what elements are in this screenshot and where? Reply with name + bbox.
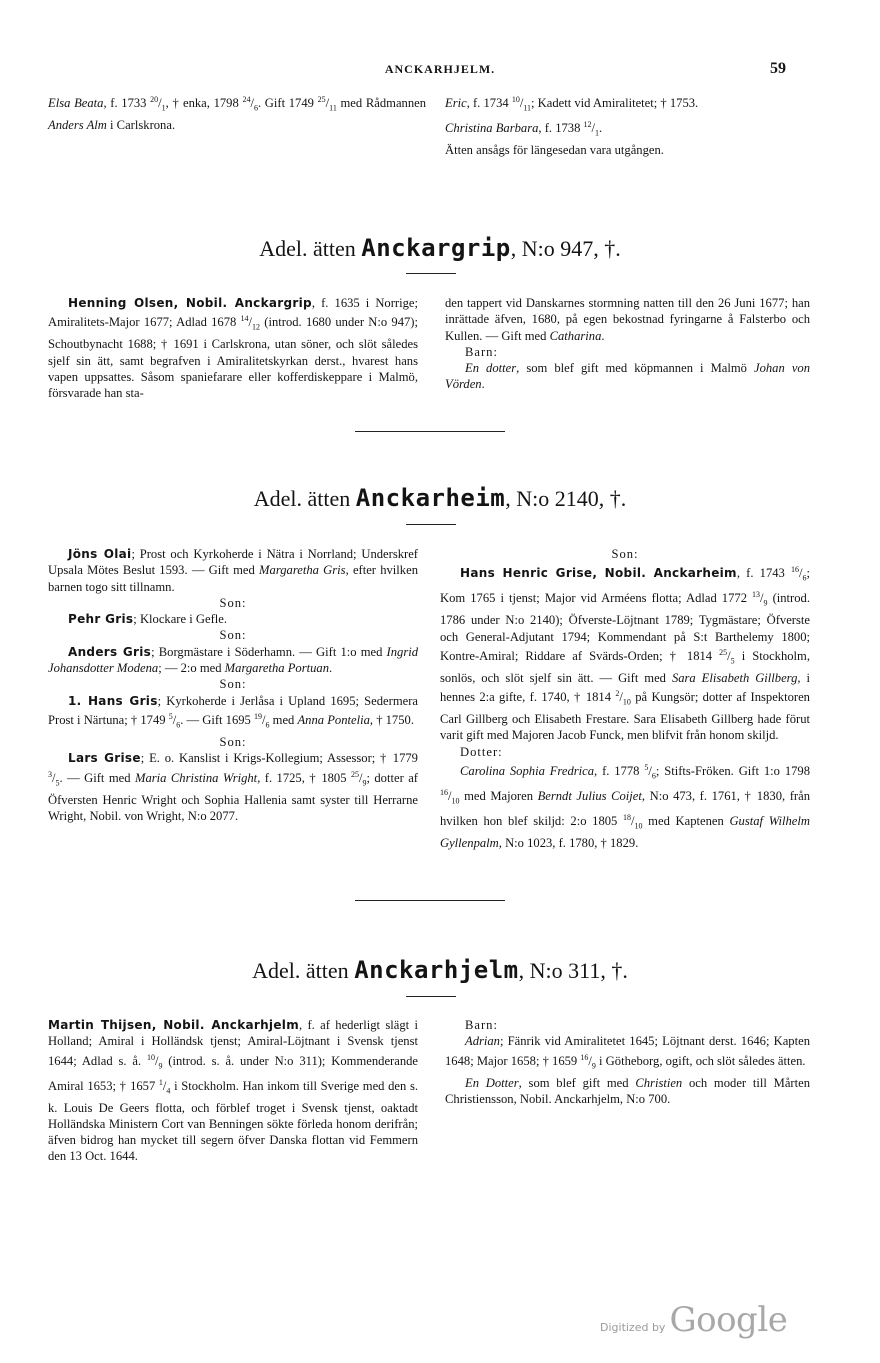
italic-text: Elsa Beata [48,96,104,111]
digitized-by-label: Digitized by [600,1321,666,1334]
heading-suffix: , N:o 311, †. [518,958,628,983]
italic-text: Maria Christina Wright [134,770,258,785]
text: , som blef gift med [518,1075,636,1090]
text: , † 1750. [369,713,414,728]
text: Barn: [465,1018,498,1032]
google-watermark [600,1300,787,1340]
text: . [329,661,333,676]
italic-text: Margaretha Portuan [224,661,330,676]
running-header-title: ANCKARHJELM. [384,62,496,76]
italic-text: Carolina Sophia Fredrica [460,764,595,779]
italic-text: Ingrid Johansdotter Modena [48,644,419,676]
date-fraction: $^{16}/_9$ [580,1052,596,1071]
text: ; — 2:o med [158,661,225,676]
text: den tappert vid Danskarnes stormning natten till den 26 Juni 1677; han inrättade äfven, 1680, på egen bekostnad fyringarne å Falsterbo och Kullen. — Gift med [445,296,810,343]
text: Son: [219,595,247,610]
paragraph [445,1075,810,1108]
text: i Stockholm, sonlös, och slöt sjelf sin ätt. — Gift med [440,649,810,685]
anckargrip-left-column [48,295,418,401]
text: (introd. 1680 under N:o 947); Schoutbynacht 1688; † 1691 i Carlskrona, utan söner, och slöt således sjelf sin ätt, samt begrafven i Amiralitetskyrkan derst., hvarest hans vapen uppsattes. Såsom spaniefarare eller kofferdiskeppare i Malmö, försvarade han sta- [48,315,418,401]
family-name: Anckargrip [361,234,511,262]
paragraph [445,117,810,142]
text: Son: [219,734,247,749]
person-name: Martin Thijsen, Nobil. Anckarhjelm [48,1018,299,1032]
italic-text: En Dotter [465,1075,519,1090]
divider [406,996,456,997]
date-fraction: $^{25}/_9$ [350,769,367,788]
paragraph [48,627,418,643]
text: . Gift 1749 [257,96,318,111]
text: Son: [219,628,247,643]
paragraph [48,750,418,824]
text: Barn: [465,344,498,359]
italic-text: Johan von Vörden [445,361,811,392]
italic-text: Berndt Julius Coijet [537,789,642,804]
text: . [481,377,485,392]
divider [406,524,456,525]
family-name: Anckarhjelm [354,956,519,984]
italic-text: Gustaf Wilhelm Gyllenpalm [440,814,810,851]
anckarhjelm-right-column [445,1017,810,1107]
text: ; Klockare i Gefle. [133,612,228,627]
google-logo: Google [669,1300,788,1340]
paragraph [48,92,426,133]
italic-text: Christina Barbara [445,121,539,136]
heading-suffix: , N:o 947, †. [510,236,621,261]
text: . [601,328,605,343]
text: , efter hvilken barnen togo sitt tillnamn. [48,563,418,594]
text: ; E. o. Kanslist i Krigs-Kollegium; Assessor; † 1779 [140,751,418,766]
date-fraction: $^{12}/_1$ [583,120,600,138]
heading-prefix: Adel. ätten [259,236,362,261]
text: Son: [611,547,639,561]
paragraph [445,142,810,158]
italic-text: Adrian [465,1034,500,1049]
person-name: Pehr Gris [68,612,134,627]
italic-text: Sara Elisabeth Gillberg [671,670,798,685]
text: , † enka, 1798 [165,96,243,111]
text: , f. 1743 [736,566,792,581]
paragraph [440,760,810,851]
date-fraction: $^{24}/_6$ [242,95,258,113]
text: ; dotter af Öfversten Henric Wright och Sophia Hallenia samt syster till Herrarne Wright, Nobil. von Wright, N:o 2077. [48,770,418,823]
italic-text: Eric [445,96,467,111]
date-fraction: $^{19}/_6$ [254,711,270,730]
text: ; Kadett vid Amiralitetet; † 1753. [531,96,699,111]
text: , f. 1725, † 1805 [257,770,351,785]
text: Son: [219,677,247,692]
date-fraction: $^{25}/_5$ [719,647,735,666]
text: , f. af hederligt slägt i Holland; Amiral i Holländsk tjenst; Amiral-Löjtnant i Svensk tjenst 1644; Adlad s. å. [48,1018,418,1068]
text: (introd. s. å. under N:o 311); Kommenderande Amiral 1653; † 1657 [48,1053,419,1093]
heading-prefix: Adel. ätten [252,958,355,983]
section-divider [355,900,505,901]
paragraph [445,1033,810,1074]
text: , f. 1733 [103,96,151,111]
paragraph [48,546,418,595]
paragraph [440,562,810,743]
text: , som blef gift med köpmannen i Malmö [516,361,754,376]
date-fraction: $^{16}/_{10}$ [440,788,460,806]
paragraph [440,744,810,760]
text: Dotter: [460,744,503,759]
italic-text: Christien [635,1075,683,1090]
italic-text: Anna Pontelia [297,713,370,728]
anckarheim-left-column [48,546,418,824]
heading-prefix: Adel. ätten [253,486,356,511]
paragraph [445,344,810,360]
date-fraction: $^{20}/_1$ [150,95,166,113]
date-fraction: $^{14}/_{12}$ [240,314,261,332]
paragraph [445,1017,810,1033]
person-name: Lars Grise [68,751,141,766]
date-fraction: $^1/_4$ [158,1077,171,1096]
text: ; Kom 1765 i tjenst; Major vid Arméens flotta; Adlad 1772 [440,566,811,606]
italic-text: Margaretha Gris [259,563,346,578]
text: med Majoren [459,789,538,804]
text: i Stockholm. Han inkom till Sverige med den s. k. Louis De Geers flotta, och förblef troget i Svensk tjenst, oaktadt Holländska Ministern Cort van Benningen sökte förleda honom derifrån; äfven bidrog han mycket till segern öfver Danska flottan vid Femmern den 13 Oct. 1644. [48,1078,418,1164]
section-heading-anckarhjelm [0,956,880,984]
text: , f. 1734 [466,96,512,111]
text: , f. 1738 [538,121,584,136]
date-fraction: $^{10}/_9$ [146,1052,163,1071]
text: (introd. 1786 under N:o 2140); Öfverste-Löjtnant 1789; Tygmästare; Öfverste och General-Adjutant 1794; Kommendant på S:t Barthelemy 1800; Kontre-Amiral; Riddare af Svärds-Orden; † 1814 [440,591,810,664]
paragraph [440,546,810,562]
text: på Kungsör; dotter af Inspektoren Carl Gillberg och Elisabeth Frestare. Sara Elisabeth Gillberg hade förut varit gift med Majoren Jacob Funck, men blifvit från honom skiljd. [440,690,810,743]
person-name: Henning Olsen, Nobil. Anckargrip [68,296,312,310]
paragraph [445,92,810,117]
text: , f. 1635 i Norrige; Amiralitets-Major 1677; Adlad 1678 [48,296,419,330]
text: . — Gift 1695 [180,713,254,728]
top-right-column [445,92,810,158]
person-name: Hans Henric Grise, Nobil. Anckarheim [460,566,737,581]
date-fraction: $^5/_6$ [168,711,181,730]
anckarhjelm-left-column [48,1017,418,1165]
heading-suffix: , N:o 2140, †. [505,486,627,511]
date-fraction: $^{16}/_6$ [791,565,807,583]
text: Ätten ansågs för längesedan vara utgången. [445,143,664,157]
date-fraction: $^{18}/_{10}$ [623,813,643,831]
text: med Kaptenen [642,814,730,829]
text: ; Prost och Kyrkoherde i Nätra i Norrland; Underskref Upsala Mötes Beslut 1593. — Gift med [48,547,418,578]
date-fraction: $^{25}/_{11}$ [317,95,337,113]
paragraph [48,1017,418,1165]
date-fraction: $^3/_5$ [48,769,60,788]
text: , N:o 1023, f. 1780, † 1829. [498,836,639,851]
text: med [269,713,298,728]
text: i Carlskrona. [106,118,176,132]
section-heading-anckarheim [0,484,880,512]
paragraph [48,595,418,611]
text: . [599,121,603,136]
paragraph [48,295,418,401]
person-name: Anders Gris [68,644,152,659]
date-fraction: $^{10}/_{11}$ [511,95,532,113]
divider [406,273,456,274]
paragraph [48,644,418,677]
text: , f. 1778 [594,764,645,779]
date-fraction: $^{13}/_9$ [752,590,768,608]
italic-text: Anders Alm [48,118,107,132]
paragraph [445,295,810,344]
date-fraction: $^5/_6$ [644,763,656,781]
text: , N:o 473, f. 1761, † 1830, från hvilken hon blef skiljd: 2:o 1805 [440,789,810,829]
text: med Rådmannen [336,96,427,111]
person-name: 1. Hans Gris [68,693,158,708]
text: . — Gift med [59,770,135,785]
person-name: Jöns Olai [68,547,132,561]
section-divider [355,431,505,432]
text: ; Borgmästare i Söderhamn. — Gift 1:o med [151,644,387,659]
text: och moder till Mårten Christiensson, Nobil. Anckarhjelm, N:o 700. [445,1075,810,1106]
text: , i hennes 2:a gifte, f. 1740, † 1814 [440,670,811,705]
page-number: 59 [770,60,786,77]
text: ; Kyrkoherde i Jerlåsa i Upland 1695; Sedermera Prost i Närtuna; † 1749 [48,693,418,728]
text: ; Fänrik vid Amiralitetet 1645; Löjtnant derst. 1646; Kapten 1648; Major 1658; † 1659 [445,1034,810,1068]
paragraph [445,360,810,393]
family-name: Anckarheim [355,484,506,512]
section-heading-anckargrip [0,234,880,262]
paragraph [48,676,418,692]
italic-text: Catharina [549,328,602,343]
text: ; Stifts-Fröken. Gift 1:o 1798 [655,764,811,779]
paragraph [48,734,418,750]
date-fraction: $^2/_{10}$ [615,689,631,707]
anckarheim-right-column [440,546,810,851]
top-left-column [48,92,426,133]
anckargrip-right-column [445,295,810,393]
paragraph [48,693,418,734]
text: i Götheborg, ogift, och slöt således ätten. [595,1053,806,1068]
paragraph [48,611,418,627]
italic-text: En dotter [465,361,517,376]
